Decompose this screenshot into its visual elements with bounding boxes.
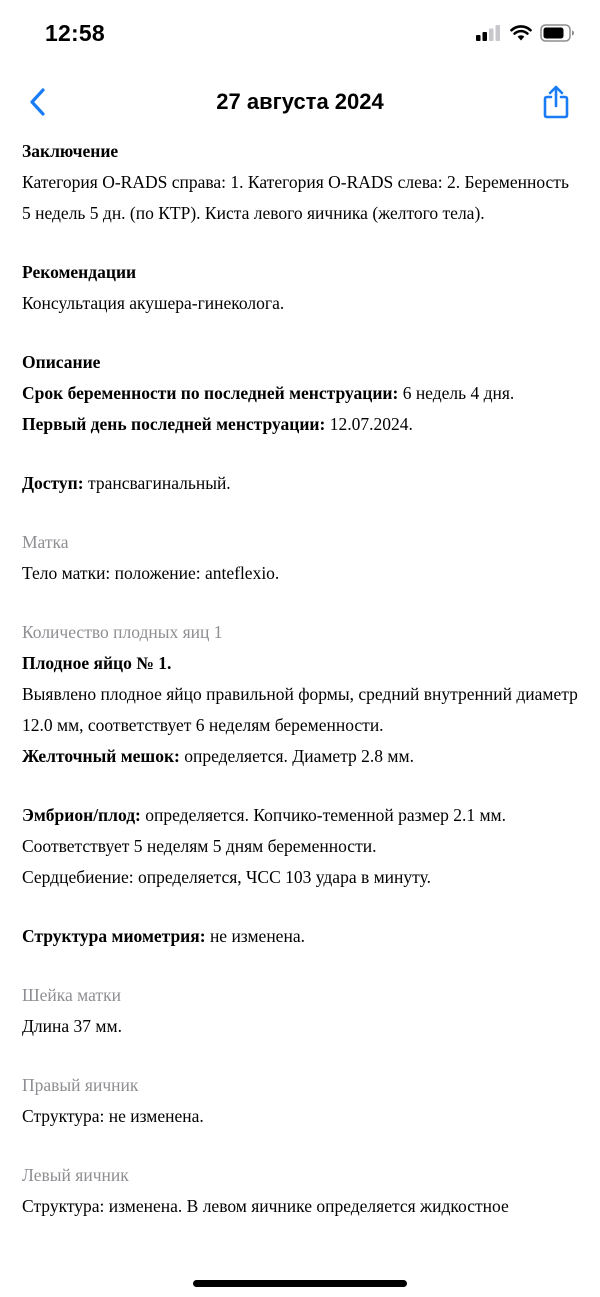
yolk-sac-line: Желточный мешок: определяется. Диаметр 2.8 мм. — [22, 746, 414, 766]
navigation-bar — [0, 72, 600, 134]
left-ovary-text: Структура: изменена. В левом яичнике определяется жидкостное — [22, 1196, 509, 1216]
ovum-count: Количество плодных яиц 1 — [22, 622, 223, 642]
right-ovary-text: Структура: не изменена. — [22, 1106, 204, 1126]
gestation-term: Срок беременности по последней менструации: 6 недель 4 дня. — [22, 383, 515, 403]
access-line: Доступ: трансвагинальный. — [22, 473, 231, 493]
left-ovary-heading: Левый яичник — [22, 1165, 129, 1185]
conclusion-text: Категория O-RADS справа: 1. Категория O-RADS слева: 2. Беременность 5 недель 5 дн. (по КТР). Киста левого яичника (желтого тела). — [22, 172, 569, 223]
heartbeat-line: Сердцебиение: определяется, ЧСС 103 удара в минуту. — [22, 867, 431, 887]
cervix-text: Длина 37 мм. — [22, 1016, 122, 1036]
cellular-signal-icon — [476, 25, 502, 41]
recommendations-text: Консультация акушера-гинеколога. — [22, 293, 285, 313]
share-button[interactable] — [540, 82, 572, 122]
status-bar — [0, 0, 600, 72]
ovum-text: Выявлено плодное яйцо правильной формы, средний внутренний диаметр 12.0 мм, соответствует 6 неделям беременности. — [22, 684, 578, 735]
right-ovary-heading: Правый яичник — [22, 1075, 139, 1095]
share-icon — [542, 85, 570, 119]
last-period-date: Первый день последней менструации: 12.07.2024. — [22, 414, 413, 434]
recommendations-heading: Рекомендации — [22, 262, 137, 282]
battery-icon — [540, 24, 576, 42]
description-heading: Описание — [22, 352, 101, 372]
status-time: 12:58 — [45, 20, 105, 46]
wifi-icon — [510, 25, 532, 41]
embryo-line: Эмбрион/плод: определяется. Копчико-теменной размер 2.1 мм. Соответствует 5 неделям 5 дням беременности. — [22, 805, 506, 856]
cervix-heading: Шейка матки — [22, 985, 121, 1005]
status-icons — [476, 24, 576, 42]
conclusion-heading: Заключение — [22, 141, 119, 161]
page-title: 27 августа 2024 — [216, 89, 384, 114]
uterus-heading: Матка — [22, 532, 69, 552]
home-indicator[interactable] — [193, 1280, 407, 1287]
uterus-text: Тело матки: положение: anteflexio. — [22, 563, 280, 583]
ovum-title: Плодное яйцо № 1. — [22, 653, 172, 673]
report-content[interactable] — [22, 136, 582, 1253]
myometrium-line: Структура миометрия: не изменена. — [22, 926, 305, 946]
